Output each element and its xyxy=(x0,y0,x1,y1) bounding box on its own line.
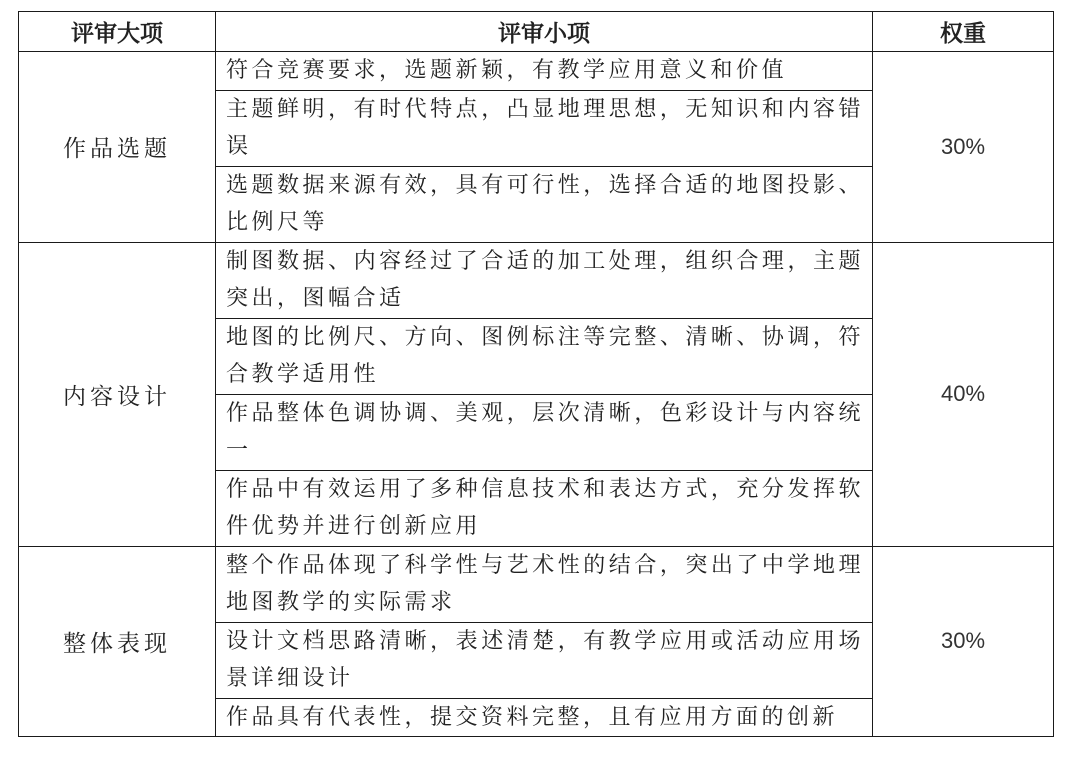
header-category: 评审大项 xyxy=(19,12,216,52)
item-cell: 选题数据来源有效，具有可行性，选择合适的地图投影、比例尺等 xyxy=(216,166,873,242)
item-cell: 作品具有代表性，提交资料完整，且有应用方面的创新 xyxy=(216,698,873,737)
weight-cell: 40% xyxy=(873,242,1054,546)
header-row xyxy=(19,12,1054,52)
item-cell: 整个作品体现了科学性与艺术性的结合，突出了中学地理地图教学的实际需求 xyxy=(216,546,873,622)
item-cell: 制图数据、内容经过了合适的加工处理，组织合理，主题突出，图幅合适 xyxy=(216,242,873,318)
weight-cell: 30% xyxy=(873,546,1054,737)
header-item: 评审小项 xyxy=(216,12,873,52)
evaluation-criteria-table-container xyxy=(18,11,1053,737)
item-cell: 作品整体色调协调、美观，层次清晰，色彩设计与内容统一 xyxy=(216,394,873,470)
header-weight: 权重 xyxy=(873,12,1054,52)
category-cell: 作品选题 xyxy=(19,52,216,243)
item-cell: 作品中有效运用了多种信息技术和表达方式，充分发挥软件优势并进行创新应用 xyxy=(216,470,873,546)
table-row xyxy=(19,52,1054,91)
weight-cell: 30% xyxy=(873,52,1054,243)
item-cell: 地图的比例尺、方向、图例标注等完整、清晰、协调，符合教学适用性 xyxy=(216,318,873,394)
item-cell: 设计文档思路清晰，表述清楚，有教学应用或活动应用场景详细设计 xyxy=(216,622,873,698)
category-cell: 整体表现 xyxy=(19,546,216,737)
evaluation-criteria-table xyxy=(18,11,1054,737)
item-cell: 符合竞赛要求，选题新颖，有教学应用意义和价值 xyxy=(216,52,873,91)
item-cell: 主题鲜明，有时代特点，凸显地理思想，无知识和内容错误 xyxy=(216,90,873,166)
category-cell: 内容设计 xyxy=(19,242,216,546)
table-row xyxy=(19,242,1054,318)
table-row xyxy=(19,546,1054,622)
